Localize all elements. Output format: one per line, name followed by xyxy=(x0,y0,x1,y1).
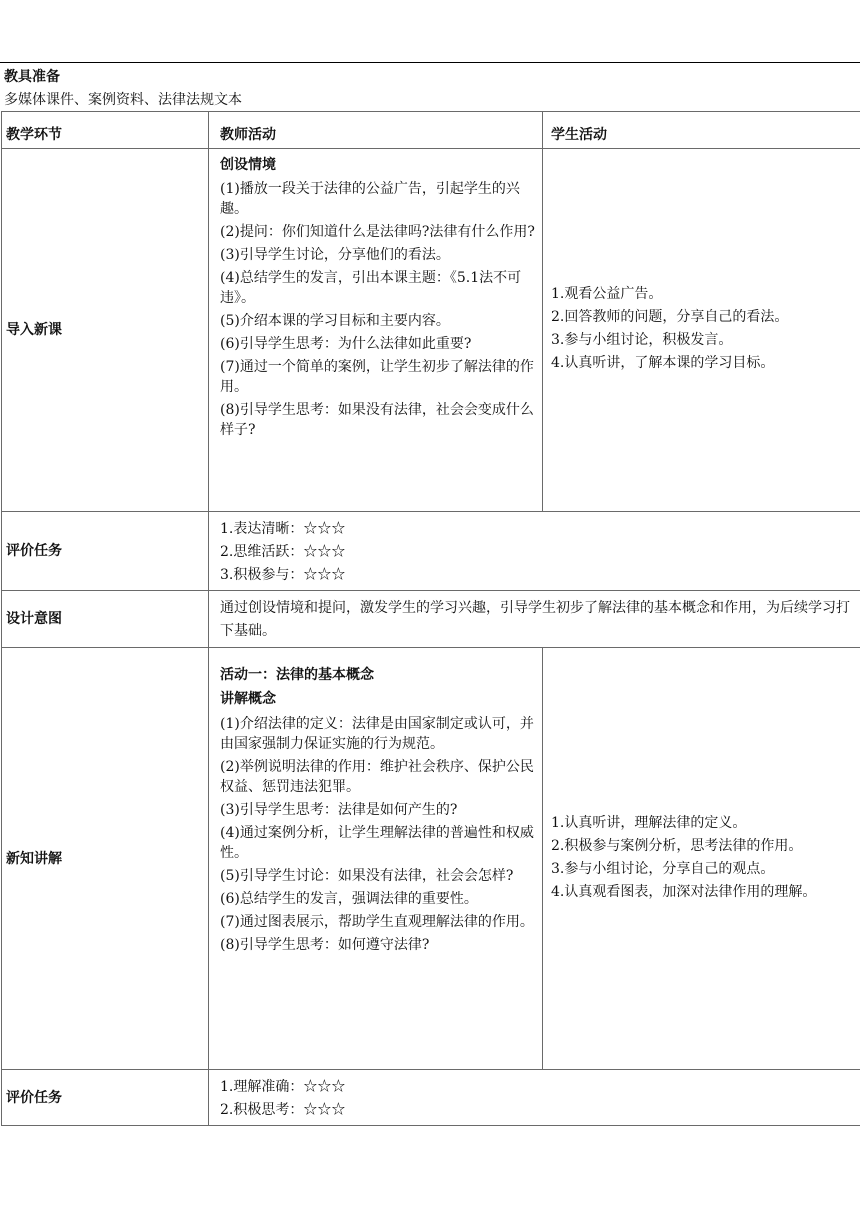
newknow-teacher-heading: 讲解概念 xyxy=(220,691,276,707)
newknow-teacher-item: (6)总结学生的发言，强调法律的重要性。 xyxy=(220,891,478,907)
table-row-design xyxy=(2,591,860,648)
table-header-row xyxy=(2,112,860,149)
lesson-table xyxy=(1,111,860,1126)
newknow-teacher-item: (8)引导学生思考：如何遵守法律? xyxy=(220,937,430,953)
eval1-items xyxy=(209,512,860,590)
stage-intro: 导入新课 xyxy=(6,322,62,338)
table-row-eval1 xyxy=(2,512,860,591)
intro-teacher-item: (3)引导学生讨论，分享他们的看法。 xyxy=(220,247,450,263)
newknow-student-item: 3.参与小组讨论，分享自己的观点。 xyxy=(551,860,775,877)
intro-teacher-item: (6)引导学生思考：为什么法律如此重要? xyxy=(220,336,472,352)
table-row-intro xyxy=(2,149,860,512)
intro-student-item: 4.认真听讲，了解本课的学习目标。 xyxy=(551,355,775,371)
header-stage: 教学环节 xyxy=(6,127,62,143)
newknow-teacher-item: (7)通过图表展示，帮助学生直观理解法律的作用。 xyxy=(220,914,534,930)
intro-teacher-item: (2)提问：你们知道什么是法律吗?法律有什么作用? xyxy=(220,224,535,240)
intro-teacher-item: (5)介绍本课的学习目标和主要内容。 xyxy=(220,313,450,329)
newknow-teacher-item: (4)通过案例分析，让学生理解法律的普遍性和权威性。 xyxy=(220,825,534,861)
design-intent-text: 通过创设情境和提问，激发学生的学习兴趣，引导学生初步了解法律的基本概念和作用，为后续学习打下基础。 xyxy=(220,600,850,639)
stage-eval1: 评价任务 xyxy=(6,543,62,559)
table-row-eval2 xyxy=(2,1070,860,1126)
intro-teacher-heading: 创设情境 xyxy=(220,157,276,173)
header-teacher: 教师活动 xyxy=(220,127,276,143)
header-student: 学生活动 xyxy=(551,127,607,143)
intro-teacher-item: (7)通过一个简单的案例，让学生初步了解法律的作用。 xyxy=(220,359,534,395)
newknow-teacher-item: (2)举例说明法律的作用：维护社会秩序、保护公民权益、惩罚违法犯罪。 xyxy=(220,759,534,795)
stage-newknow: 新知讲解 xyxy=(6,850,62,867)
table-row-newknow xyxy=(2,648,860,1070)
eval1-item: 3.积极参与：☆☆☆ xyxy=(220,567,346,583)
intro-teacher-item: (1)播放一段关于法律的公益广告，引起学生的兴趣。 xyxy=(220,181,520,217)
newknow-student-item: 4.认真观看图表，加深对法律作用的理解。 xyxy=(551,883,817,900)
intro-teacher-activities xyxy=(209,149,542,447)
newknow-activity-title: 活动一：法律的基本概念 xyxy=(220,667,374,683)
eval2-items xyxy=(209,1070,860,1125)
newknow-teacher-item: (5)引导学生讨论：如果没有法律，社会会怎样? xyxy=(220,868,514,884)
stage-eval2: 评价任务 xyxy=(6,1089,62,1106)
intro-student-activities xyxy=(543,284,860,373)
newknow-teacher-item: (1)介绍法律的定义：法律是由国家制定或认可，并由国家强制力保证实施的行为规范。 xyxy=(220,716,534,752)
top-divider xyxy=(0,62,860,63)
eval2-item: 2.积极思考：☆☆☆ xyxy=(220,1102,346,1118)
intro-student-item: 3.参与小组讨论，积极发言。 xyxy=(551,332,733,348)
prep-text: 多媒体课件、案例资料、法律法规文本 xyxy=(4,92,242,108)
stage-design: 设计意图 xyxy=(6,611,62,627)
eval1-item: 1.表达清晰：☆☆☆ xyxy=(220,521,346,537)
intro-student-item: 2.回答教师的问题，分享自己的看法。 xyxy=(551,309,789,325)
eval2-item: 1.理解准确：☆☆☆ xyxy=(220,1079,346,1095)
intro-teacher-item: (8)引导学生思考：如果没有法律，社会会变成什么样子? xyxy=(220,402,534,438)
newknow-student-item: 2.积极参与案例分析，思考法律的作用。 xyxy=(551,837,803,854)
intro-teacher-item: (4)总结学生的发言，引出本课主题：《5.1法不可违》。 xyxy=(220,270,522,306)
newknow-teacher-item: (3)引导学生思考：法律是如何产生的? xyxy=(220,802,458,818)
newknow-student-item: 1.认真听讲，理解法律的定义。 xyxy=(551,814,747,831)
newknow-student-activities xyxy=(543,813,860,902)
newknow-teacher-activities xyxy=(209,648,542,962)
prep-title: 教具准备 xyxy=(4,69,60,85)
intro-student-item: 1.观看公益广告。 xyxy=(551,286,663,302)
eval1-item: 2.思维活跃：☆☆☆ xyxy=(220,544,346,560)
